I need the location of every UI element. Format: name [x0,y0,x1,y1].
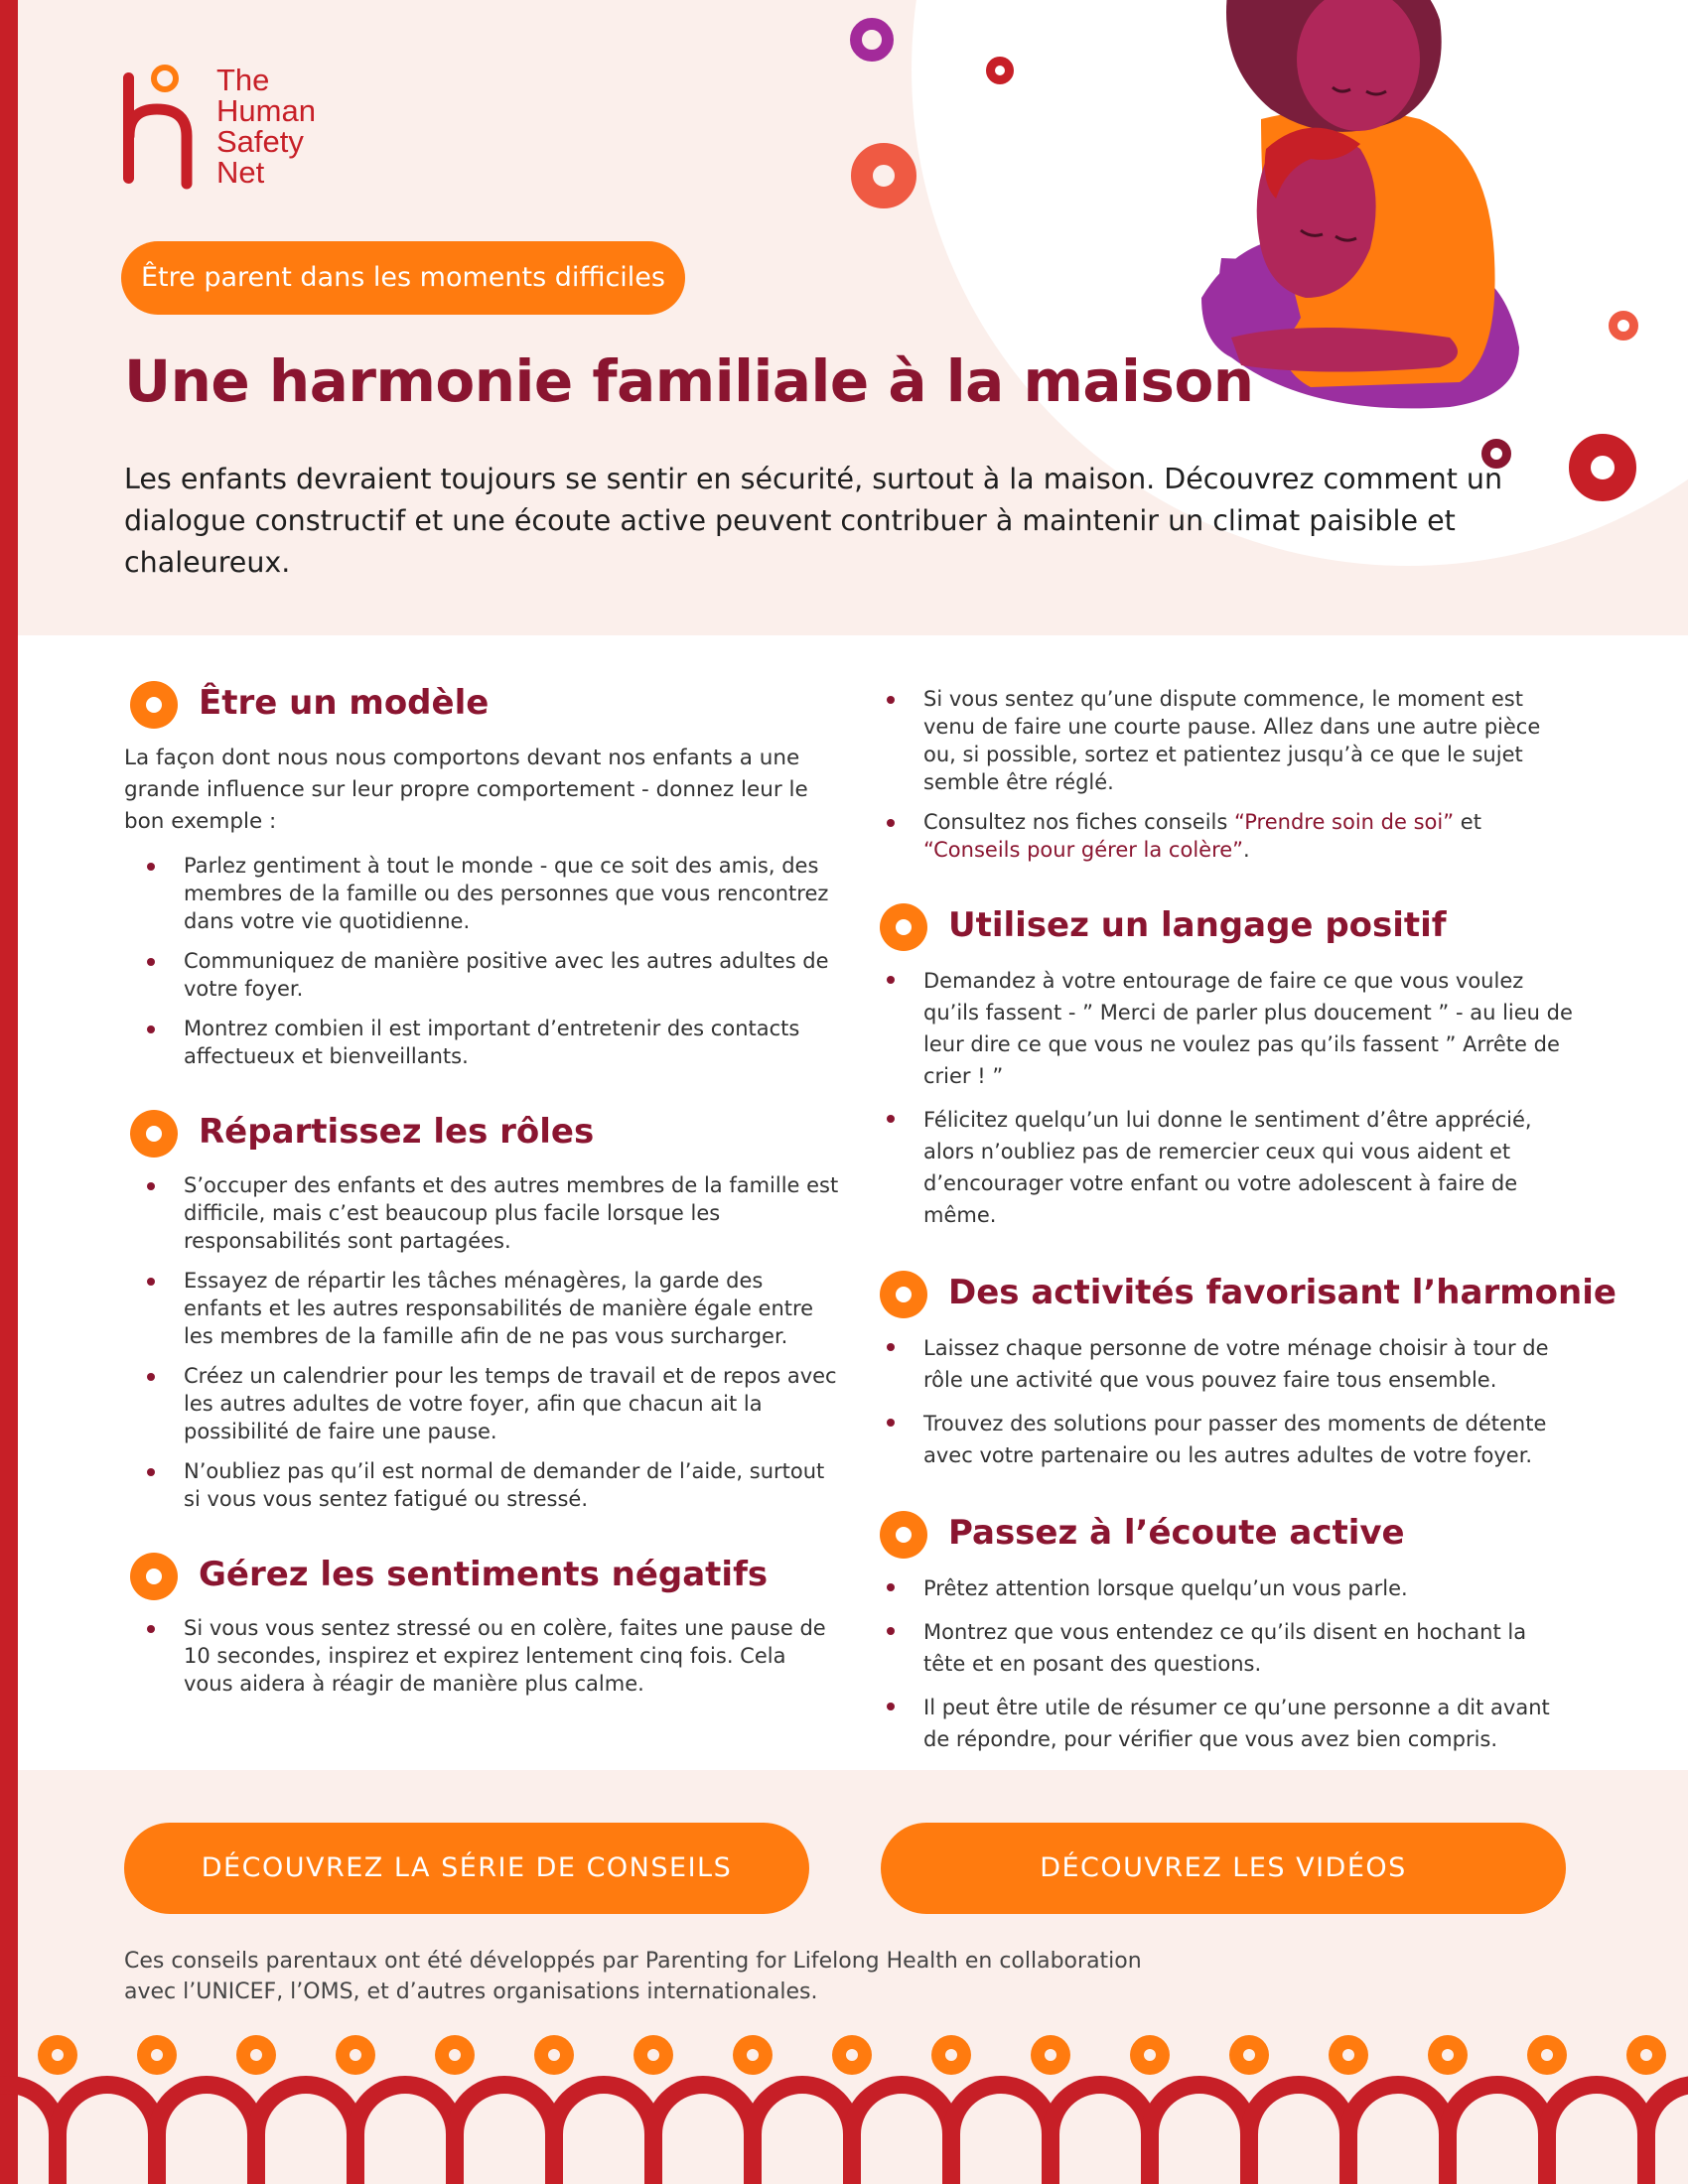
decorative-arch [1150,2085,1249,2184]
section-paragraph: La façon dont nous nous comportons devant nos enfants a une grande influence sur leur propre comportement - donnez leur le bon exemple : [124,746,808,834]
section-active-listening [874,1505,1574,1755]
decorative-dot-icon [435,2035,475,2075]
decorative-ring-coral-right [1609,311,1638,341]
ring-bullet-icon [880,1271,927,1318]
anger-tips-link[interactable]: “Conseils pour gérer la colère” [923,838,1244,862]
list-item: Créez un calendrier pour les temps de travail et de repos avec les autres adultes de votre foyer, afin que chacun ait la possibilité de faire une pause. [124,1362,839,1445]
list-item-with-links [874,808,1574,864]
self-care-link[interactable]: “Prendre soin de soi” [1234,810,1455,834]
decorative-arches [0,2075,1688,2184]
ring-bullet-icon [130,1110,178,1158]
list-item: N’oubliez pas qu’il est normal de demander de l’aide, surtout si vous vous sentez fatigué ou stressé. [124,1457,839,1513]
list-item: Il peut être utile de résumer ce qu’une personne a dit avant de répondre, pour vérifier que vous avez bien compris. [874,1692,1574,1755]
decorative-dot-icon [137,2035,177,2075]
list-item: Parlez gentiment à tout le monde - que ce soit des amis, des membres de la famille ou des personnes que vous rencontrez dans votre vie quotidienne. [124,852,839,935]
decorative-arch [1249,2085,1348,2184]
list-item: Si vous vous sentez stressé ou en colère, faites une pause de 10 secondes, inspirez et expirez lentement cinq fois. Cela vous aidera à réagir de manière plus calme. [124,1614,839,1698]
decorative-arch [355,2085,455,2184]
decorative-ring-purple [850,18,894,62]
bullet-list [124,852,839,1070]
topic-tag: Être parent dans les moments difficiles [121,241,685,315]
left-accent-bar [0,0,18,2184]
section-title: Des activités favorisant l’harmonie [948,1273,1617,1312]
list-item: Demandez à votre entourage de faire ce que vous voulez qu’ils fassent - ” Merci de parler plus doucement ” - au lieu de leur dire ce que vous ne voulez pas qu’ils fassent ” Arrête de crier ! ” [874,965,1574,1092]
bullet-list [124,1171,839,1513]
logo-line-1: The [216,63,270,97]
decorative-arch [256,2085,355,2184]
decorative-dot-icon [1527,2035,1567,2075]
decorative-arch [951,2085,1051,2184]
list-item: Prêtez attention lorsque quelqu’un vous parle. [874,1572,1574,1604]
section-role-model [124,675,839,1070]
section-heading [124,1547,839,1606]
decorative-arch [1646,2085,1688,2184]
list-item: Trouvez des solutions pour passer des moments de détente avec votre partenaire ou les autres adultes de votre foyer. [874,1408,1574,1471]
section-heading [874,897,1574,957]
decorative-arch [157,2085,256,2184]
decorative-dot-icon [1229,2035,1269,2075]
decorative-arch [554,2085,653,2184]
intro-paragraph: Les enfants devraient toujours se sentir en sécurité, surtout à la maison. Découvrez comment un dialogue constructif et une écoute active peuvent contribuer à maintenir un climat paisible et chaleureux. [124,463,1503,579]
discover-tips-series-button[interactable]: DÉCOUVREZ LA SÉRIE DE CONSEILS [124,1823,809,1914]
decorative-ring-coral [851,143,916,208]
list-item: Félicitez quelqu’un lui donne le sentiment d’être apprécié, alors n’oubliez pas de remercier ceux qui vous aident et d’encourager votre enfant ou votre adolescent à faire de même. [874,1104,1574,1231]
section-harmony-activities [874,1265,1617,1471]
ring-bullet-icon [880,903,927,951]
list-item: Laissez chaque personne de votre ménage choisir à tour de rôle une activité que vous pouvez faire tous ensemble. [874,1332,1574,1396]
section-negative-feelings [124,1547,839,1698]
ring-bullet-icon [880,1511,927,1559]
decorative-dot-icon [633,2035,673,2075]
decorative-ring-red-small [986,57,1014,84]
list-item: Montrez combien il est important d’entretenir des contacts affectueux et bienveillants. [124,1015,839,1070]
logo-wordmark [216,65,316,188]
list-item: Montrez que vous entendez ce qu’ils disent en hochant la tête et en posant des questions. [874,1616,1574,1680]
decorative-dot-icon [733,2035,773,2075]
decorative-arch [455,2085,554,2184]
decorative-arch [852,2085,951,2184]
section-heading [124,1104,839,1163]
decorative-arch [1348,2085,1448,2184]
list-item: Communiquez de manière positive avec les autres adultes de votre foyer. [124,947,839,1003]
decorative-dot-icon [832,2035,872,2075]
bullet-list-continued [874,685,1574,864]
decorative-dot-icon [1428,2035,1468,2075]
list-item-text: et [1454,810,1481,834]
bullet-list [874,1572,1574,1755]
decorative-arch [58,2085,157,2184]
section-title: Utilisez un langage positif [948,905,1447,945]
decorative-arch [1448,2085,1547,2184]
decorative-arch [1547,2085,1646,2184]
ring-bullet-icon [130,1553,178,1600]
decorative-ring-red-large [1569,434,1636,501]
section-positive-language [874,897,1574,1231]
section-title: Répartissez les rôles [199,1112,595,1152]
section-heading [874,1505,1574,1565]
bullet-list [874,965,1574,1231]
decorative-dot-icon [931,2035,971,2075]
decorative-dot-icon [336,2035,375,2075]
section-share-roles [124,1104,839,1513]
left-column [124,675,839,1709]
list-item: Si vous sentez qu’une dispute commence, le moment est venu de faire une courte pause. Allez dans une autre pièce ou, si possible, sortez et patientez jusqu’à ce que le sujet semble être réglé. [874,685,1574,796]
section-heading [124,675,839,735]
list-item: S’occuper des enfants et des autres membres de la famille est difficile, mais c’est beaucoup plus facile lorsque les responsabilités sont partagées. [124,1171,839,1255]
logo[interactable] [119,65,377,194]
decorative-dot-icon [1031,2035,1070,2075]
credits-line-2: avec l’UNICEF, l’OMS, et d’autres organisations internationales. [124,1979,818,2004]
discover-videos-button[interactable]: DÉCOUVREZ LES VIDÉOS [881,1823,1566,1914]
decorative-dot-icon [1626,2035,1666,2075]
logo-mark-icon [119,65,203,194]
logo-line-4: Net [216,155,265,190]
bullet-list [124,1614,839,1698]
list-item: Essayez de répartir les tâches ménagères, la garde des enfants et les autres responsabilités de manière égale entre les membres de la famille afin de ne pas vous surcharger. [124,1267,839,1350]
decorative-dot-icon [1329,2035,1368,2075]
bullet-list [874,1332,1574,1471]
decorative-arch [1051,2085,1150,2184]
list-item-text: Consultez nos fiches conseils [923,810,1235,834]
section-title: Gérez les sentiments négatifs [199,1555,769,1594]
decorative-arch [653,2085,753,2184]
logo-line-2: Human [216,93,316,128]
list-item-text: . [1243,838,1250,862]
section-title: Passez à l’écoute active [948,1513,1405,1553]
decorative-dot-icon [534,2035,574,2075]
ring-bullet-icon [130,681,178,729]
decorative-dot-icon [38,2035,77,2075]
decorative-dot-icon [1130,2035,1170,2075]
credits-text [124,1946,1316,2007]
decorative-dot-icon [236,2035,276,2075]
section-heading [874,1265,1617,1324]
logo-line-3: Safety [216,124,304,159]
right-column [874,685,1617,1767]
credits-line-1: Ces conseils parentaux ont été développés par Parenting for Lifelong Health en collaboration [124,1949,1142,1974]
page-title: Une harmonie familiale à la maison [124,347,1254,415]
section-title: Être un modèle [199,683,490,723]
decorative-dot-row [0,2035,1688,2075]
decorative-arch [753,2085,852,2184]
